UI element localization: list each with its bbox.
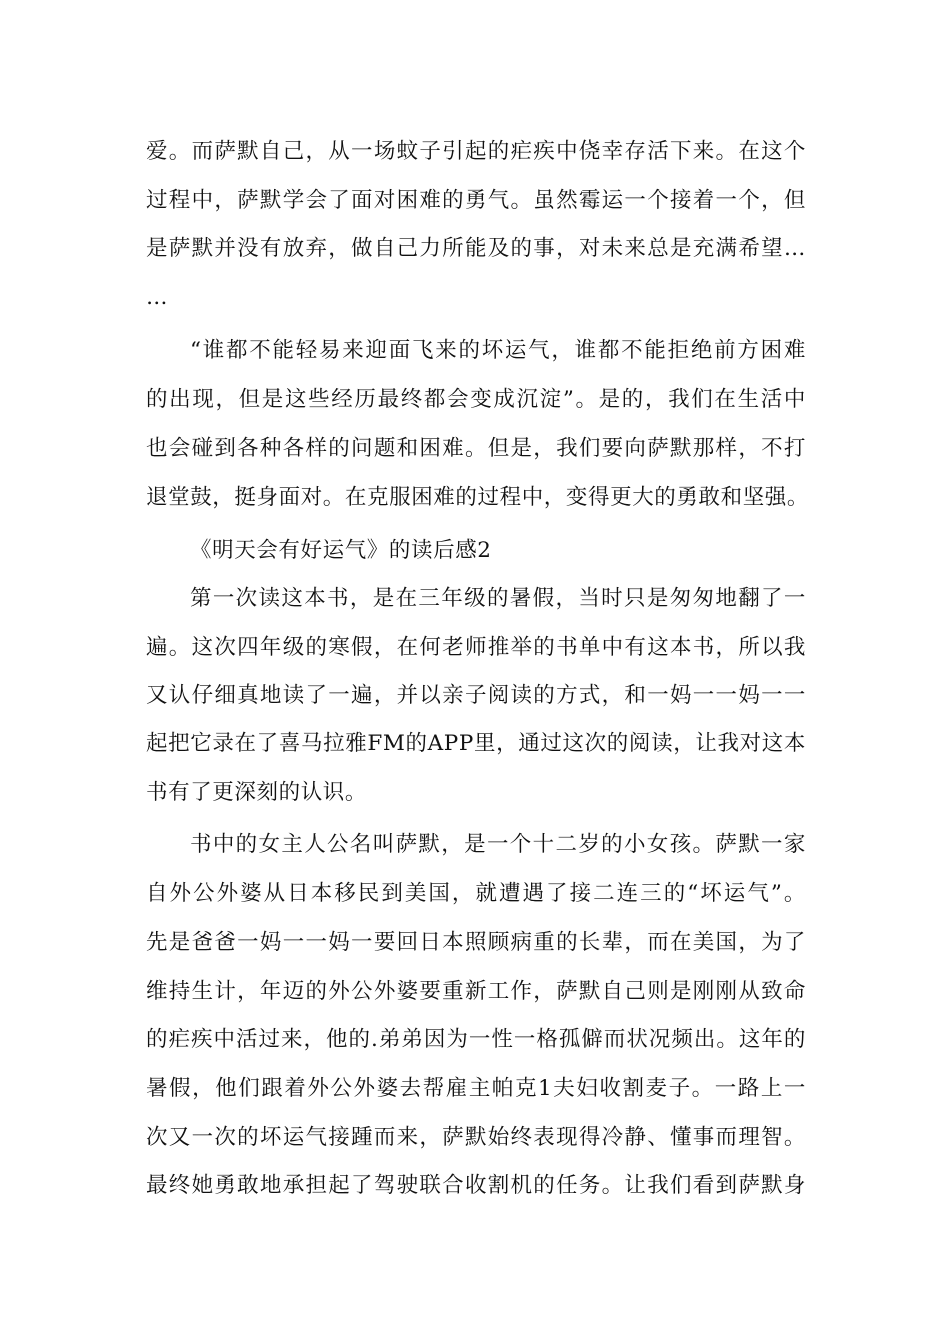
paragraph-line: 第一次读这本书，是在三年级的暑假，当时只是匆匆地翻了一 [190, 586, 806, 611]
paragraph-line: “谁都不能轻易来迎面飞来的坏运气，谁都不能拒绝前方困难 [190, 338, 806, 363]
paragraph-line: … [146, 285, 169, 310]
paragraph-line: 的疟疾中活过来，他的.弟弟因为一性一格孤僻而状况频出。这年的 [146, 1027, 806, 1052]
paragraph-line: 书有了更深刻的认识。 [146, 780, 368, 805]
paragraph-line: 维持生计，年迈的外公外婆要重新工作，萨默自己则是刚刚从致命 [146, 979, 806, 1004]
paragraph-line: 也会碰到各种各样的问题和困难。但是，我们要向萨默那样，不打 [146, 436, 806, 461]
paragraph-line: 书中的女主人公名叫萨默，是一个十二岁的小女孩。萨默一家 [190, 832, 806, 857]
paragraph-line: 暑假，他们跟着外公外婆去帮雇主帕克1夫妇收割麦子。一路上一 [146, 1076, 806, 1101]
paragraph-line: 起把它录在了喜马拉雅FM的APP里，通过这次的阅读，让我对这本 [146, 731, 806, 756]
paragraph-line: 爱。而萨默自己，从一场蚊子引起的疟疾中侥幸存活下来。在这个 [146, 139, 806, 164]
paragraph-line: 退堂鼓，挺身面对。在克服困难的过程中，变得更大的勇敢和坚强。 [146, 485, 810, 510]
paragraph-line: 最终她勇敢地承担起了驾驶联合收割机的任务。让我们看到萨默身 [146, 1173, 806, 1198]
section-heading: 《明天会有好运气》的读后感2 [190, 538, 492, 563]
paragraph-line: 是萨默并没有放弃，做自己力所能及的事，对未来总是充满希望… [146, 236, 806, 261]
paragraph-line: 遍。这次四年级的寒假，在何老师推举的书单中有这本书，所以我 [146, 635, 806, 660]
paragraph-line: 的出现，但是这些经历最终都会变成沉淀”。是的，我们在生活中 [146, 387, 806, 412]
paragraph-line: 次又一次的坏运气接踵而来，萨默始终表现得冷静、懂事而理智。 [146, 1125, 806, 1150]
paragraph-line: 自外公外婆从日本移民到美国，就遭遇了接二连三的“坏运气”。 [146, 881, 806, 906]
paragraph-line: 过程中，萨默学会了面对困难的勇气。虽然霉运一个接着一个，但 [146, 188, 806, 213]
paragraph-line: 先是爸爸一妈一一妈一要回日本照顾病重的长辈，而在美国，为了 [146, 930, 806, 955]
paragraph-line: 又认仔细真地读了一遍，并以亲子阅读的方式，和一妈一一妈一一 [146, 683, 806, 708]
